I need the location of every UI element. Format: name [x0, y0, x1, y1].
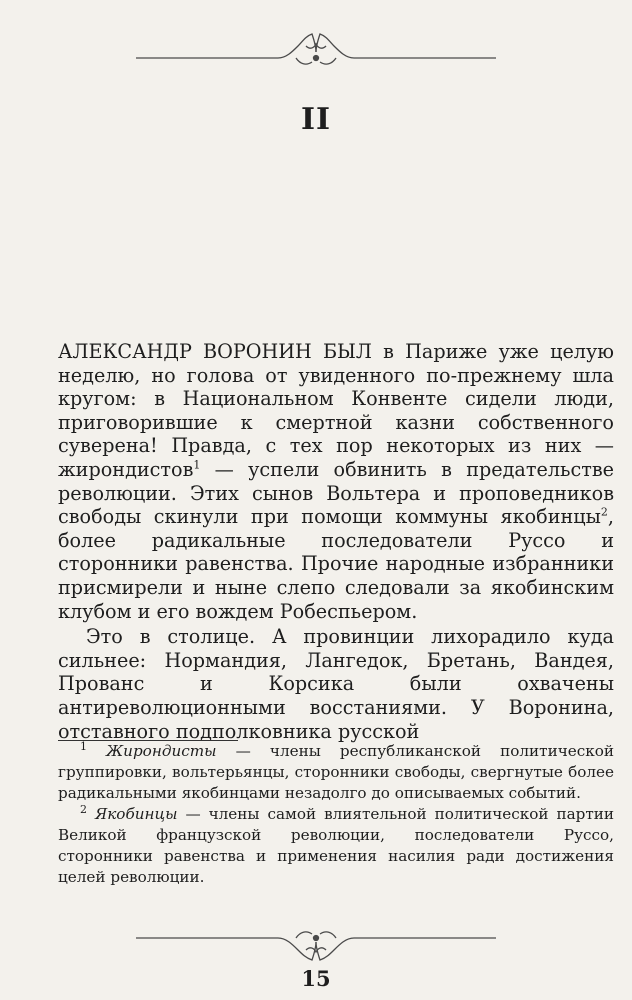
paragraph-2: Это в столице. А провинции лихорадило куда сильнее: Нормандия, Лангедок, Бретань, Вандея, Прованс и Корсика были охвачены антиреволюционными восстаниями. У Воронина, отставного подполковника русской	[58, 625, 614, 743]
main-text	[58, 340, 614, 743]
footnote-ref-1: 1	[193, 458, 201, 472]
footnote-1-term: Жирондисты	[106, 742, 217, 760]
footnote-1	[58, 741, 614, 804]
footnote-2	[58, 804, 614, 888]
chapter-heading: II	[300, 102, 332, 137]
paragraph-1-part-b: — успели обвинить в предательстве революции. Этих сынов Вольтера и проповедников свободы скинули при помощи коммуны якобинцы	[58, 457, 614, 529]
paragraph-1	[58, 340, 614, 623]
footnote-1-mark: 1	[80, 739, 87, 753]
footnote-2-term: Якобинцы	[94, 805, 178, 823]
page-number: 15	[301, 966, 331, 991]
paragraph-1-part-c: , более радикальные последователи Руссо и сторонники равенства. Прочие народные избранники присмирели и ныне слепо следовали за якобинским клубом и его вождем Робеспьером.	[58, 505, 614, 623]
footnote-2-text: — члены самой влиятельной политической партии Великой французской революции, последователи Руссо, сторонники равенства и применения насилия ради достижения целей революции.	[58, 805, 614, 886]
footnote-1-text: — члены республиканской политической группировки, вольтерьянцы, сторонники свободы, свергнутые более радикальными якобинцами незадолго до описываемых событий.	[58, 742, 614, 802]
top-ornament-icon	[136, 22, 496, 72]
footnote-ref-2: 2	[600, 505, 608, 519]
footnotes	[58, 741, 614, 888]
footnote-2-mark: 2	[80, 802, 87, 816]
paragraph-1-part-a: АЛЕКСАНДР ВОРОНИН БЫЛ в Париже уже целую неделю, но голова от увиденного по-прежнему шла кругом: в Национальном Конвенте сидели люди, приговорившие к смертной казни собственного суверена! Правда, с тех пор некоторых из них — жирондистов	[58, 340, 614, 481]
bottom-ornament-icon	[136, 928, 496, 968]
